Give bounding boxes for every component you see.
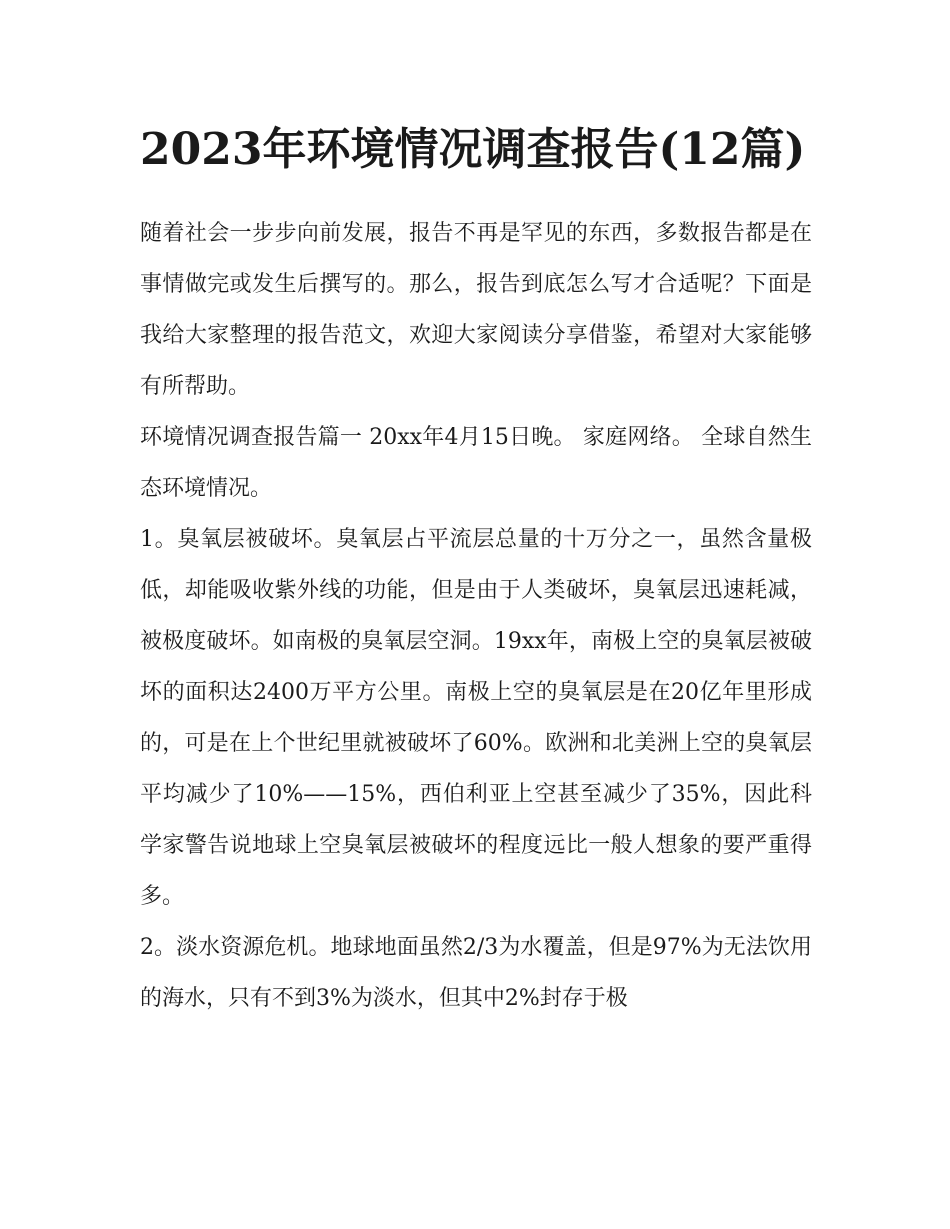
intro-paragraph: 随着社会一步步向前发展，报告不再是罕见的东西，多数报告都是在事情做完或发生后撰写的。那么，报告到底怎么写才合适呢？下面是我给大家整理的报告范文，欢迎大家阅读分享借鉴，希望对大家能够有所帮助。 <box>140 221 812 399</box>
document-page <box>140 112 812 1024</box>
freshwater-paragraph: 2。淡水资源危机。地球地面虽然2/3为水覆盖，但是97%为无法饮用的海水，只有不到3%为淡水，但其中2%封存于极 <box>140 935 812 1011</box>
section-heading-paragraph: 环境情况调查报告篇一 20xx年4月15日晚。 家庭网络。 全球自然生态环境情况。 <box>140 425 812 501</box>
document-title: 2023年环境情况调查报告(12篇) <box>140 124 806 175</box>
ozone-paragraph: 1。臭氧层被破坏。臭氧层占平流层总量的十万分之一，虽然含量极低，却能吸收紫外线的功能，但是由于人类破坏，臭氧层迅速耗减，被极度破坏。如南极的臭氧层空洞。19xx年，南极上空的臭氧层被破坏的面积达2400万平方公里。南极上空的臭氧层是在20亿年里形成的，可是在上个世纪里就被破坏了60%。欧洲和北美洲上空的臭氧层平均减少了10%——15%，西伯利亚上空甚至减少了35%，因此科学家警告说地球上空臭氧层被破坏的程度远比一般人想象的要严重得多。 <box>140 527 812 909</box>
